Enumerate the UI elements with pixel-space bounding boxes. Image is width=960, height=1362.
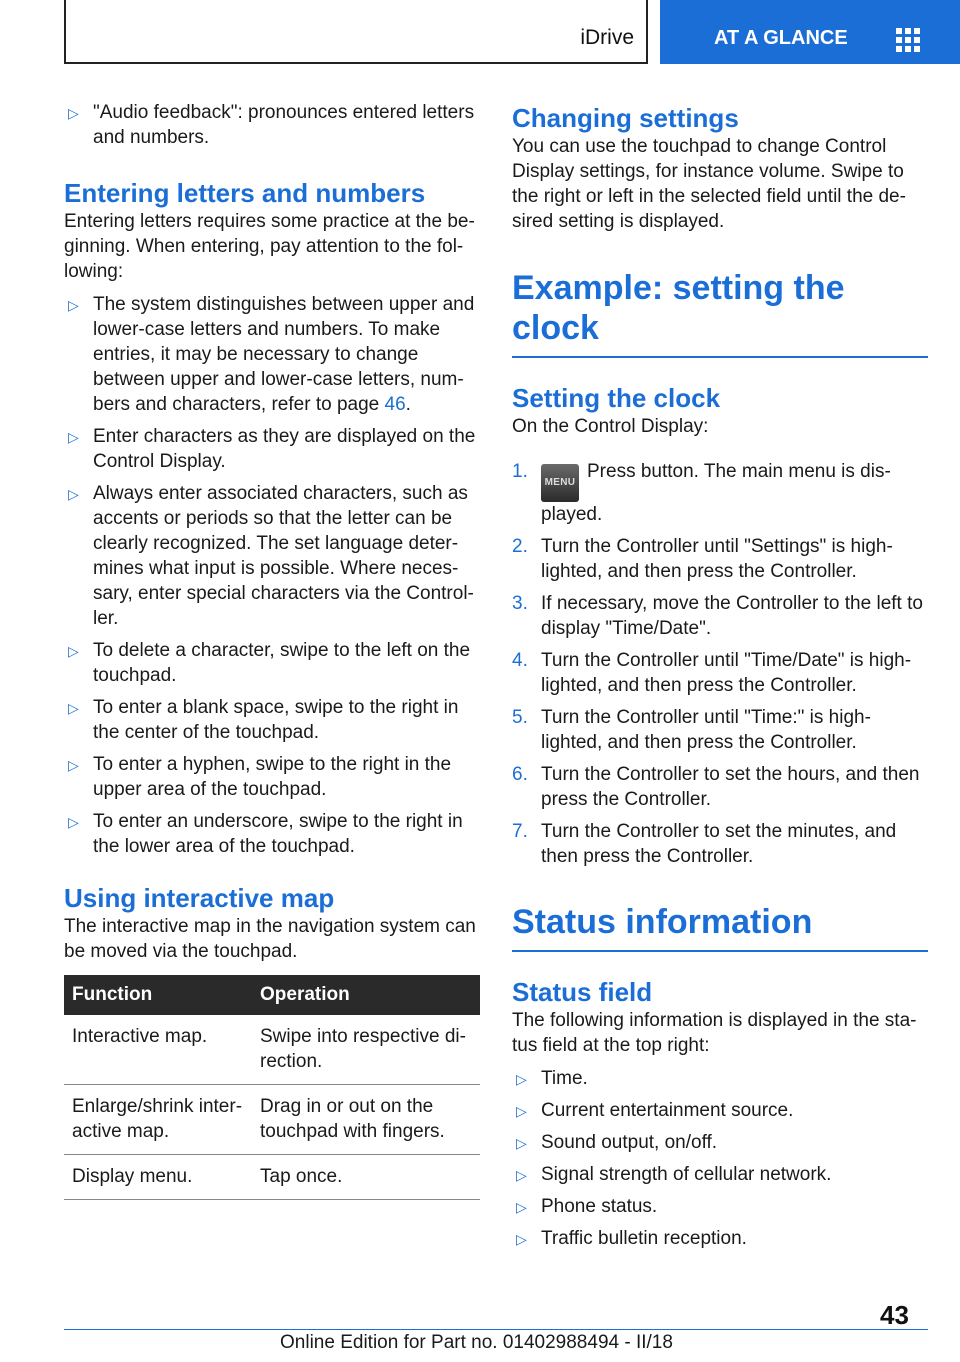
list-item: ▷ To delete a character, swipe to the left on the touchpad. [68, 640, 471, 686]
triangle-bullet-icon: ▷ [68, 643, 79, 659]
list-item: ▷ Traffic bulletin reception. [512, 1226, 928, 1251]
status-list [512, 1066, 928, 1251]
list-item: ▷ The system distinguishes between upper and lower-case letters and numbers. To make entries, it may be necessary to change between upper and lower-case letters, num-bers and characters, refer to page 46. [68, 294, 475, 415]
triangle-bullet-icon: ▷ [516, 1135, 527, 1151]
list-item: 2. Turn the Controller until "Settings" is high-lighted, and then press the Controller. [512, 536, 893, 582]
table-cell: Drag in or out on the touchpad with fingers. [252, 1085, 480, 1155]
list-item: ▷ To enter a hyphen, swipe to the right in the upper area of the touchpad. [68, 754, 452, 800]
triangle-bullet-icon: ▷ [68, 105, 79, 121]
column-header: Function [64, 975, 252, 1015]
triangle-bullet-icon: ▷ [68, 814, 79, 830]
list-item: 1. MENUPress button. The main menu is dis-played. [512, 461, 891, 525]
step-number: 6. [512, 764, 528, 785]
list-item: ▷ "Audio feedback": pronounces entered letters and numbers. [68, 102, 475, 148]
step-number: 1. [512, 461, 528, 482]
list-item: ▷ To enter an underscore, swipe to the right in the lower area of the touchpad. [68, 811, 463, 857]
setting-text: On the Control Display: [512, 416, 709, 437]
step-number: 3. [512, 593, 528, 614]
right-column [512, 100, 928, 1258]
entering-text: Entering letters requires some practice at the be-ginning. When entering, pay attention to the fol-lowing: [64, 211, 475, 282]
changing-text: You can use the touchpad to change Control Display settings, for instance volume. Swipe to the right or left in the selected field until the de-sired setting is displayed. [512, 136, 906, 232]
table-row [64, 1015, 480, 1085]
header-chapter-tab[interactable] [660, 0, 960, 64]
list-item: 3. If necessary, move the Controller to the left to display "Time/Date". [512, 593, 923, 639]
page-link[interactable]: 46 [384, 394, 406, 415]
triangle-bullet-icon: ▷ [516, 1231, 527, 1247]
map-heading: Using interactive map [64, 883, 335, 913]
header-section-box [64, 0, 648, 64]
triangle-bullet-icon: ▷ [68, 757, 79, 773]
list-item: ▷ Always enter associated characters, such as accents or periods so that the letter can be clearly recognized. The set language deter-mines what input is possible. Where neces-sary, enter special characters via the Control-ler. [68, 483, 474, 629]
column-header: Operation [252, 975, 480, 1015]
list-item: ▷ Enter characters as they are displayed on the Control Display. [68, 426, 476, 472]
table-cell: Swipe into respective di-rection. [252, 1015, 480, 1085]
list-item: 7. Turn the Controller to set the minutes, and then press the Controller. [512, 821, 897, 867]
step-number: 2. [512, 536, 528, 557]
entering-heading: Entering letters and numbers [64, 178, 426, 208]
table-header-row [64, 975, 480, 1015]
table-row [64, 1085, 480, 1155]
grid-icon[interactable] [896, 28, 922, 52]
triangle-bullet-icon: ▷ [516, 1103, 527, 1119]
list-item: 6. Turn the Controller to set the hours, and then press the Controller. [512, 764, 920, 810]
table-cell: Interactive map. [64, 1015, 252, 1085]
triangle-bullet-icon: ▷ [68, 429, 79, 445]
table-cell: Enlarge/shrink inter-active map. [64, 1085, 252, 1155]
list-item: ▷ Time. [512, 1066, 928, 1091]
status-heading: Status information [512, 902, 928, 952]
footer-divider [64, 1329, 928, 1330]
step-number: 5. [512, 707, 528, 728]
table-row [64, 1155, 480, 1200]
table-cell: Display menu. [64, 1155, 252, 1200]
edition-text: Online Edition for Part no. 01402988494 - II/18 [280, 1332, 673, 1353]
chapter-title: AT A GLANCE [714, 27, 848, 49]
table-cell: Tap once. [252, 1155, 480, 1200]
step-number: 4. [512, 650, 528, 671]
triangle-bullet-icon: ▷ [68, 486, 79, 502]
list-item: ▷ To enter a blank space, swipe to the right in the center of the touchpad. [68, 697, 459, 743]
triangle-bullet-icon: ▷ [516, 1199, 527, 1215]
triangle-bullet-icon: ▷ [516, 1071, 527, 1087]
list-item: ▷ Signal strength of cellular network. [512, 1162, 928, 1187]
list-item: ▷ Current entertainment source. [512, 1098, 928, 1123]
map-text: The interactive map in the navigation system can be moved via the touchpad. [64, 916, 476, 962]
setting-heading: Setting the clock [512, 383, 721, 413]
page-number: 43 [880, 1300, 909, 1330]
example-heading: Example: setting the clock [512, 268, 928, 358]
list-item: 4. Turn the Controller until "Time/Date" is high-lighted, and then press the Controller. [512, 650, 912, 696]
entering-list [64, 292, 480, 859]
steps-list [512, 459, 928, 869]
triangle-bullet-icon: ▷ [68, 700, 79, 716]
changing-heading: Changing settings [512, 103, 739, 133]
list-item: 5. Turn the Controller until "Time:" is high-lighted, and then press the Controller. [512, 707, 871, 753]
function-table [64, 975, 480, 1200]
section-title: iDrive [580, 26, 634, 49]
intro-list [64, 100, 480, 150]
status-field-heading: Status field [512, 977, 653, 1007]
list-item: ▷ Sound output, on/off. [512, 1130, 928, 1155]
menu-button-icon: MENU [541, 464, 579, 502]
list-item: ▷ Phone status. [512, 1194, 928, 1219]
status-text: The following information is displayed in the sta-tus field at the top right: [512, 1010, 917, 1056]
triangle-bullet-icon: ▷ [68, 297, 79, 313]
step-number: 7. [512, 821, 528, 842]
triangle-bullet-icon: ▷ [516, 1167, 527, 1183]
left-column [64, 100, 480, 1200]
